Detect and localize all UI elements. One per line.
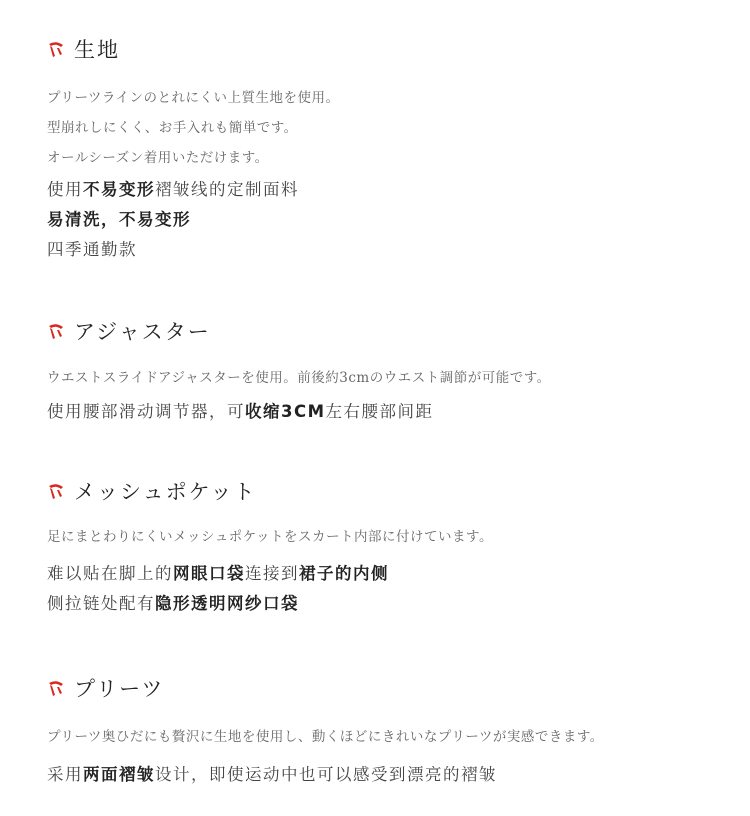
brand-logo-icon	[46, 39, 66, 59]
emphasis-text: 易清洗，不易变形	[47, 210, 191, 229]
emphasis-text: 两面褶皱	[83, 765, 155, 784]
heading-text: アジャスター	[74, 320, 211, 344]
emphasis-text: 隐形透明网纱口袋	[155, 594, 299, 613]
cn-line	[47, 590, 299, 614]
body-text: 使用腰部滑动调节器，可	[47, 402, 245, 421]
jp-line: オールシーズン着用いただけます。	[47, 150, 269, 166]
brand-logo-icon	[46, 481, 66, 501]
emphasis-text: 不易变形	[83, 180, 155, 199]
section-heading	[46, 476, 257, 506]
heading-text: 生地	[74, 38, 120, 62]
heading-text: メッシュポケット	[74, 480, 257, 504]
cn-line	[47, 398, 434, 422]
brand-logo-icon	[46, 321, 66, 341]
emphasis-text: 收缩3CM	[245, 402, 326, 421]
body-text: 左右腰部间距	[325, 402, 434, 421]
body-text: 采用	[47, 765, 83, 784]
jp-line: 足にまとわりにくいメッシュポケットをスカート内部に付けています。	[47, 529, 493, 545]
section-heading	[46, 673, 164, 703]
section-heading	[46, 316, 211, 346]
emphasis-text: 网眼口袋	[173, 564, 245, 583]
cn-line	[47, 560, 389, 584]
brand-logo-icon	[46, 678, 66, 698]
body-text: 使用	[47, 180, 83, 199]
emphasis-text: 裙子的内侧	[299, 564, 389, 583]
body-text: 难以贴在脚上的	[47, 564, 173, 583]
cn-line	[47, 206, 191, 230]
body-text: 四季通勤款	[47, 240, 137, 259]
heading-text: プリーツ	[74, 677, 165, 701]
jp-line: プリーツラインのとれにくい上質生地を使用。	[47, 90, 340, 106]
jp-line: 型崩れしにくく、お手入れも簡単です。	[47, 120, 298, 136]
jp-line: プリーツ奥ひだにも贅沢に生地を使用し、動くほどにきれいなプリーツが実感できます。	[47, 729, 604, 745]
cn-line	[47, 236, 137, 260]
cn-line	[47, 761, 497, 785]
body-text: 褶皱线的定制面料	[155, 180, 299, 199]
body-text: 连接到	[245, 564, 299, 583]
jp-line: ウエストスライドアジャスターを使用。前後約3cmのウエスト調節が可能です。	[47, 370, 551, 386]
body-text: 设计，即使运动中也可以感受到漂亮的褶皱	[155, 765, 497, 784]
section-heading	[46, 34, 120, 64]
cn-line	[47, 176, 299, 200]
body-text: 侧拉链处配有	[47, 594, 155, 613]
